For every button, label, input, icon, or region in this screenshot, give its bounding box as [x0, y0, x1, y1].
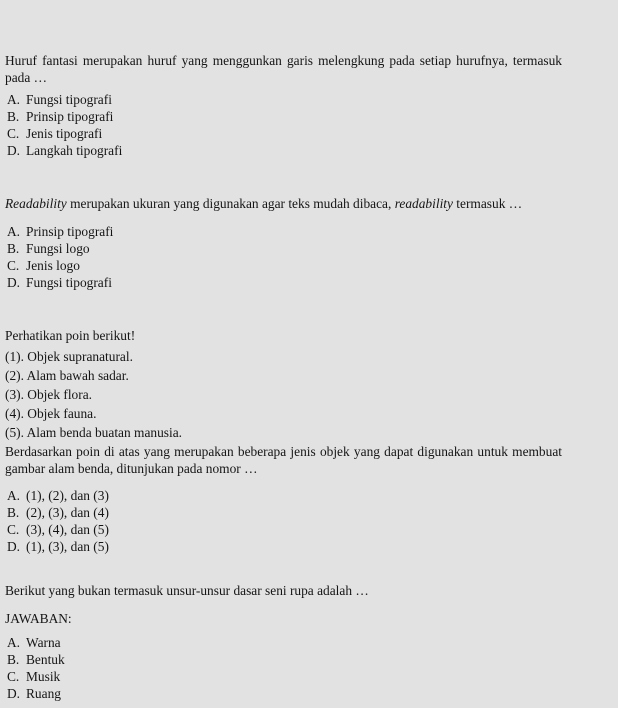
q2-option-b[interactable]: B. Fungsi logo: [7, 241, 90, 256]
q3-option-a[interactable]: A. (1), (2), dan (3): [7, 488, 109, 503]
q3-item: (1). Objek supranatural.: [5, 349, 133, 364]
q4-option-a[interactable]: A. Warna: [7, 635, 61, 650]
q1-option-d[interactable]: D. Langkah tipografi: [7, 143, 123, 158]
q3-item: (3). Objek flora.: [5, 387, 93, 402]
q2-term2: readability: [394, 196, 453, 211]
q3-option-c[interactable]: C. (3), (4), dan (5): [7, 522, 109, 537]
q4-option-c[interactable]: C. Musik: [7, 669, 61, 684]
q3-question: Berdasarkan poin di atas yang merupakan beberapa jenis objek yang dapat digunakan untuk membuat gambar alam benda, ditunjukan pada nomor …: [5, 444, 562, 476]
q3-item: (5). Alam benda buatan manusia.: [5, 425, 183, 440]
q2-option-a[interactable]: A. Prinsip tipografi: [7, 224, 114, 239]
q4-option-d[interactable]: D. Ruang: [7, 686, 61, 701]
q3-options: [7, 487, 109, 555]
q2-option-c[interactable]: C. Jenis logo: [7, 258, 80, 273]
q2-term: Readability: [5, 196, 67, 211]
q4-options: [7, 634, 65, 702]
q4-option-b[interactable]: B. Bentuk: [7, 652, 65, 667]
q3-option-d[interactable]: D. (1), (3), dan (5): [7, 539, 109, 554]
q3-item: (4). Objek fauna.: [5, 406, 97, 421]
q2-options: [7, 223, 113, 291]
q4-question: Berikut yang bukan termasuk unsur-unsur dasar seni rupa adalah …: [5, 583, 369, 598]
q3-items: [5, 347, 182, 442]
q3-intro: Perhatikan poin berikut!: [5, 328, 136, 343]
q1-option-a[interactable]: A. Fungsi tipografi: [7, 92, 112, 107]
q1-option-b[interactable]: B. Prinsip tipografi: [7, 109, 114, 124]
q2-question: Readability merupakan ukuran yang digunakan agar teks mudah dibaca, readability termasuk …: [5, 196, 523, 211]
q2-option-d[interactable]: D. Fungsi tipografi: [7, 275, 112, 290]
q1-options: [7, 91, 122, 159]
q3-option-b[interactable]: B. (2), (3), dan (4): [7, 505, 109, 520]
q1-question: Huruf fantasi merupakan huruf yang menggunkan garis melengkung pada setiap hurufnya, termasuk pada …: [5, 53, 562, 85]
answer-label: JAWABAN:: [5, 611, 72, 626]
q1-option-c[interactable]: C. Jenis tipografi: [7, 126, 103, 141]
q3-item: (2). Alam bawah sadar.: [5, 368, 129, 383]
